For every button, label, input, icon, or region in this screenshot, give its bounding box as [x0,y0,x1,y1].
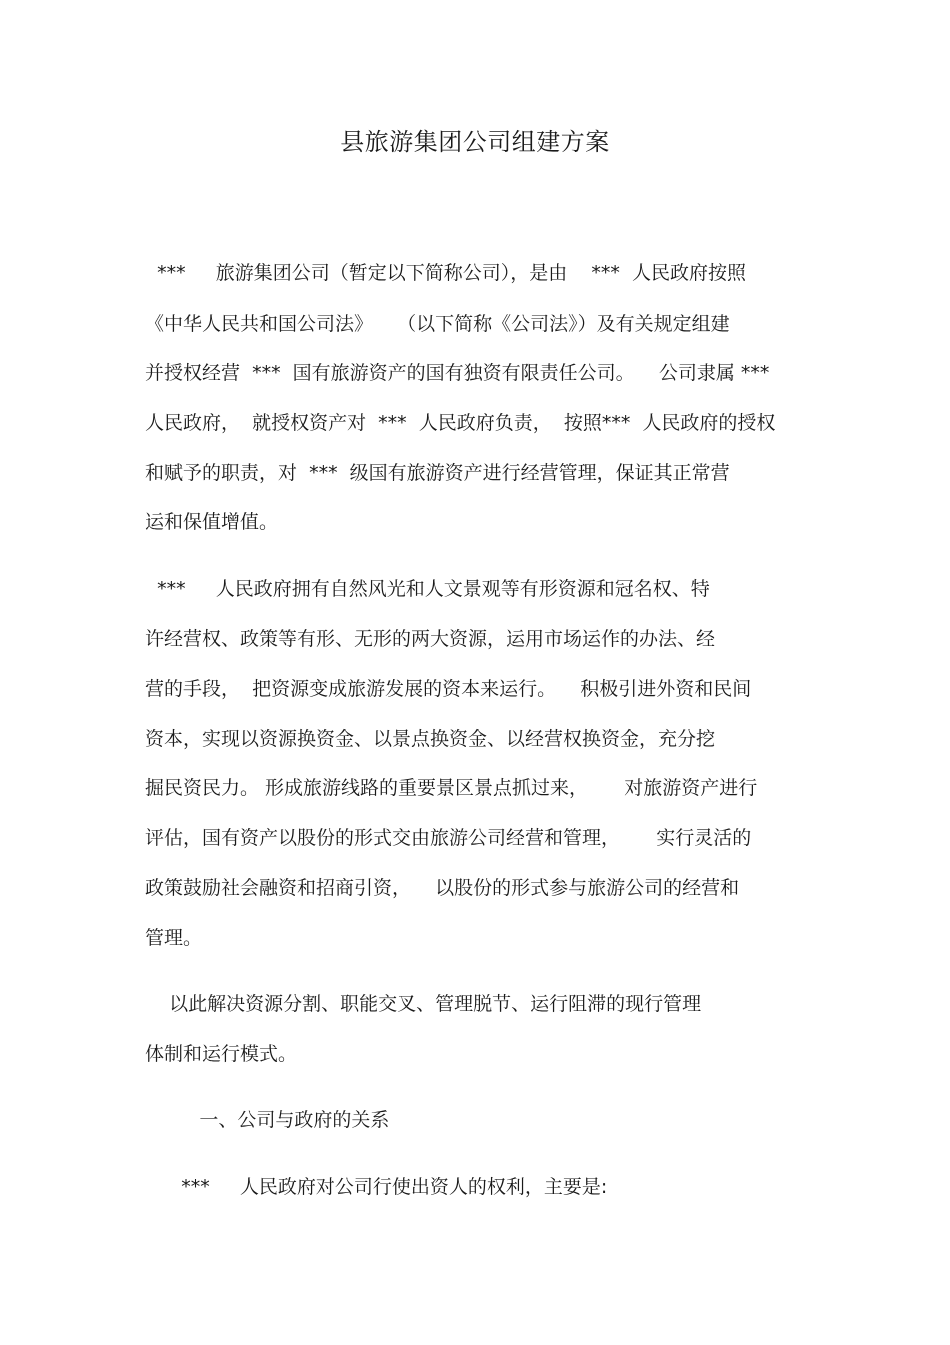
paragraph-1-line-4: 人民政府， 就授权资产对 *** 人民政府负责， 按照*** 人民政府的授权 [145,412,776,434]
paragraph-1-line-5: 和赋予的职责，对 *** 级国有旅游资产进行经营管理，保证其正常营 [145,462,730,484]
paragraph-2-line-6: 评估，国有资产以股份的形式交由旅游公司经营和管理， 实行灵活的 [145,827,752,849]
paragraph-1-line-3: 并授权经营 *** 国有旅游资产的国有独资有限责任公司。 公司隶属 *** [145,362,770,384]
paragraph-1-line-2: 《中华人民共和国公司法》 （以下简称《公司法》）及有关规定组建 [145,313,730,335]
paragraph-3-line-2: 体制和运行模式。 [145,1043,298,1065]
paragraph-2-line-3: 营的手段， 把资源变成旅游发展的资本来运行。 积极引进外资和民间 [145,678,752,700]
paragraph-2-line-1: *** 人民政府拥有自然风光和人文景观等有形资源和冠名权、特 [145,578,710,600]
paragraph-2-line-7: 政策鼓励社会融资和招商引资， 以股份的形式参与旅游公司的经营和 [145,877,740,899]
paragraph-3-line-1: 以此解决资源分割、职能交叉、管理脱节、运行阻滞的现行管理 [145,993,702,1015]
section-heading: 一、公司与政府的关系 [145,1109,390,1131]
paragraph-2-line-2: 许经营权、政策等有形、无形的两大资源，运用市场运作的办法、经 [145,628,716,650]
paragraph-2-line-4: 资本，实现以资源换资金、以景点换资金、以经营权换资金，充分挖 [145,728,716,750]
paragraph-1-line-1: *** 旅游集团公司（暂定以下简称公司），是由 *** 人民政府按照 [145,262,747,284]
paragraph-2-line-8: 管理。 [145,927,203,949]
paragraph-2-line-5: 掘民资民力。 形成旅游线路的重要景区景点抓过来， 对旅游资产进行 [145,777,758,799]
paragraph-4-line-1: *** 人民政府对公司行使出资人的权利，主要是: [145,1176,608,1198]
paragraph-1-line-6: 运和保值增值。 [145,511,279,533]
document-title: 县旅游集团公司组建方案 [340,128,610,156]
